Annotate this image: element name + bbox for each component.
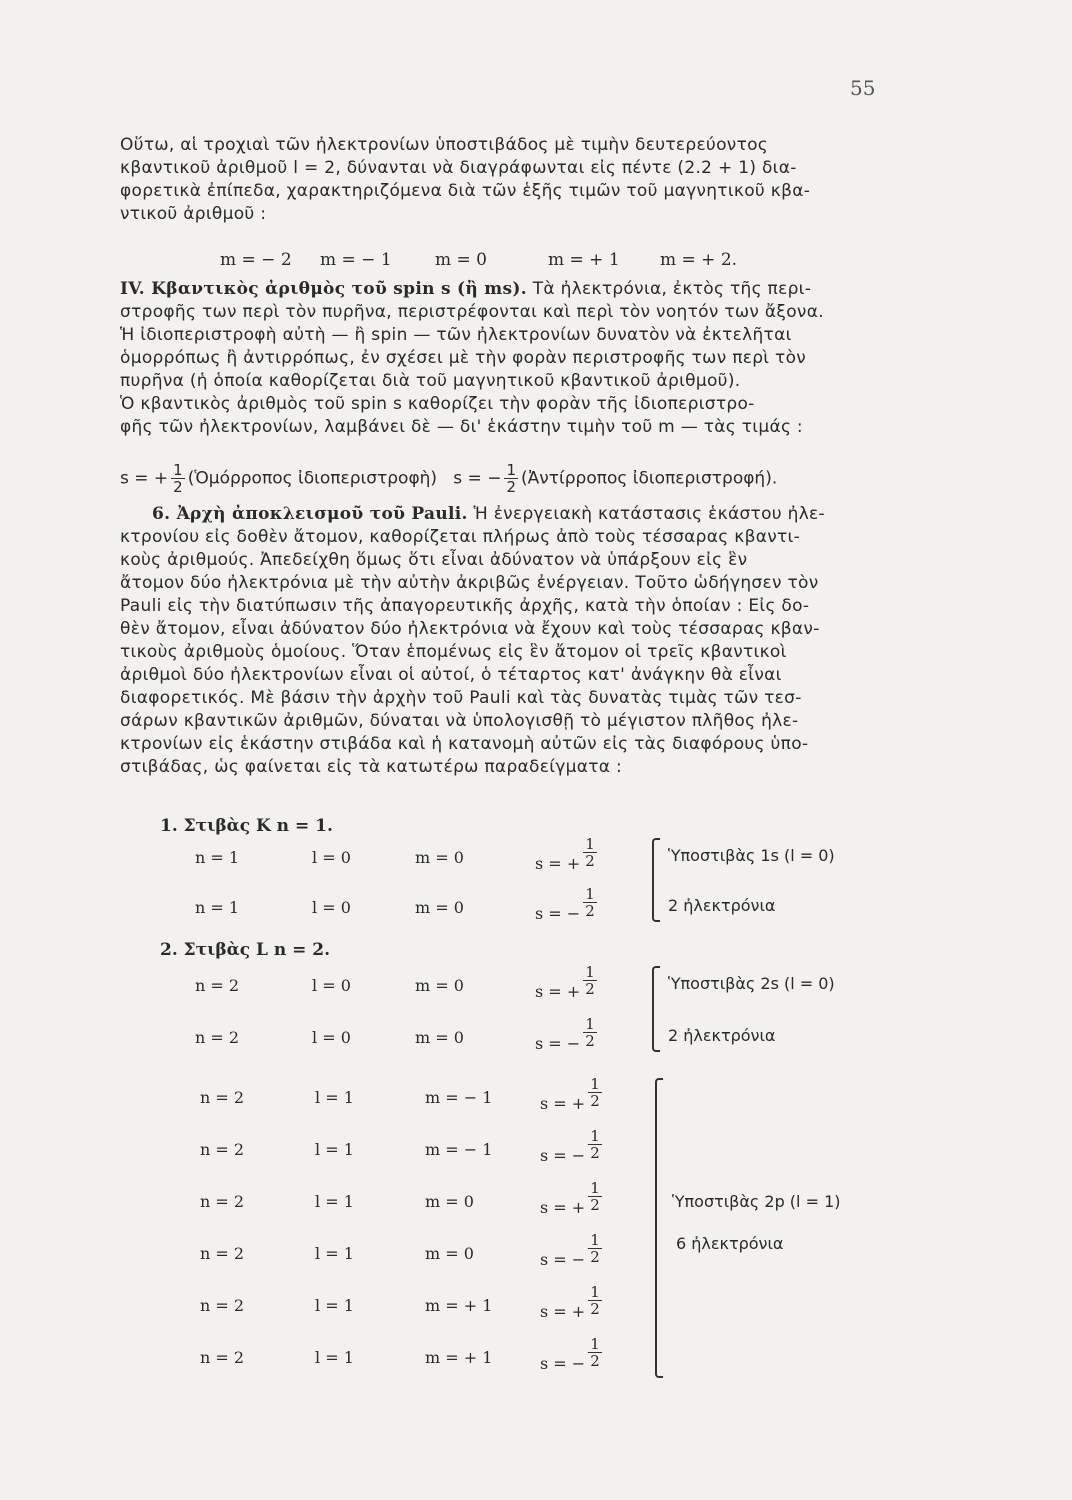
spin-values <box>120 462 777 495</box>
section-iv-line: πυρῆνα (ἡ ὁποία καθορίζεται διὰ τοῦ μαγνητικοῦ κβαντικοῦ ἀριθμοῦ). <box>120 371 741 391</box>
intro-line: Οὕτω, αἱ τροχιαὶ τῶν ἠλεκτρονίων ὑποστιβάδος μὲ τιμὴν δευτερεύοντος <box>120 135 769 155</box>
subshell-note: Ὑποστιβὰς 2p (l = 1) <box>672 1192 841 1211</box>
electron-count: 6 ἠλεκτρόνια <box>676 1234 784 1253</box>
section-iv-line: ὁμορρόπως ἢ ἀντιρρόπως, ἐν σχέσει μὲ τὴν φορὰν περιστροφῆς των περὶ τὸν <box>120 348 807 368</box>
m-value: m = − 1 <box>320 250 392 270</box>
intro-line: ντικοῦ ἀριθμοῦ : <box>120 204 267 224</box>
electron-count: 2 ἠλεκτρόνια <box>668 1026 776 1045</box>
electron-count: 2 ἠλεκτρόνια <box>668 896 776 915</box>
m-value: m = − 2 <box>220 250 292 270</box>
section-6-line: Ἡ ἐνεργειακὴ κατάστασις ἑκάστου ἠλε- <box>473 504 825 524</box>
intro-paragraph <box>120 134 890 226</box>
quantum-row: n = 2 l = 1 m = − 1 s = − $\frac{1}{2}$ <box>200 1127 600 1165</box>
section-6-line: σάρων κβαντικῶν ἀριθμῶν, δύναται νὰ ὑπολογισθῇ τὸ μέγιστον πλῆθος ἠλε- <box>120 711 799 731</box>
section-6-line: θὲν ἄτομον, εἶναι ἀδύνατον δύο ἠλεκτρόνια νὰ ἔχουν καὶ τοὺς τέσσαρας κβαν- <box>120 619 820 639</box>
brace <box>652 966 660 1052</box>
page-number: 55 <box>850 76 876 100</box>
section-6-line: κοὺς ἀριθμούς. Ἀπεδείχθη ὅμως ὅτι εἶναι ἀδύνατον νὰ ὑπάρξουν εἰς ἓν <box>120 550 748 570</box>
quantum-row: n = 2 l = 1 m = 0 s = − $\frac{1}{2}$ <box>200 1231 600 1269</box>
subshell-note: Ὑποστιβὰς 2s (l = 0) <box>668 974 835 993</box>
quantum-row: n = 2 l = 1 m = + 1 s = − $\frac{1}{2}$ <box>200 1335 600 1373</box>
section-6-line: Pauli εἰς τὴν διατύπωσιν τῆς ἀπαγορευτικῆς ἀρχῆς, κατὰ τὴν ὁποίαν : Εἰς δο- <box>120 596 810 616</box>
section-6 <box>120 503 890 779</box>
spin-minus-label: (Ἀντίρροπος ἰδιοπεριστροφή). <box>521 468 778 489</box>
quantum-row: n = 1 l = 0 m = 0 s = + $\frac{1}{2}$ <box>195 835 595 873</box>
quantum-row: n = 2 l = 0 m = 0 s = − $\frac{1}{2}$ <box>195 1015 595 1053</box>
half-fraction: $\frac{1}{2}$ <box>506 461 516 496</box>
shell-k-heading: 1. Στιβὰς K n = 1. <box>160 816 333 836</box>
section-6-line: διαφορετικός. Μὲ βάσιν τὴν ἀρχὴν τοῦ Pauli καὶ τὰς δυνατὰς τιμὰς τῶν τεσ- <box>120 688 802 708</box>
section-iv-line: Ὁ κβαντικὸς ἀριθμὸς τοῦ spin s καθορίζει τὴν φορὰν τῆς ἰδιοπεριστρο- <box>120 394 755 414</box>
section-6-line: τικοὺς ἀριθμοὺς ὁμοίους. Ὅταν ἑπομένως εἰς ἓν ἄτομον οἱ τρεῖς κβαντικοὶ <box>120 642 787 662</box>
quantum-row: n = 2 l = 1 m = + 1 s = + $\frac{1}{2}$ <box>200 1283 600 1321</box>
section-6-line: κτρονίων εἰς ἑκάστην στιβάδα καὶ ἡ κατανομὴ αὐτῶν εἰς τὰς διαφόρους ὑπο- <box>120 734 809 754</box>
section-iv-line: Τὰ ἠλεκτρόνια, ἐκτὸς τῆς περι- <box>532 279 812 299</box>
quantum-row: n = 2 l = 1 m = − 1 s = + $\frac{1}{2}$ <box>200 1075 600 1113</box>
shell-l-heading: 2. Στιβὰς L n = 2. <box>160 940 331 960</box>
section-iv-heading: IV. Κβαντικὸς ἀριθμὸς τοῦ spin s (ἢ ms). <box>120 279 527 299</box>
section-6-line: ἀριθμοὶ δύο ἠλεκτρονίων εἶναι οἱ αὐτοί, ὁ τέταρτος κατ' ἀνάγκην θὰ εἶναι <box>120 665 782 685</box>
section-iv <box>120 278 890 439</box>
section-iv-line: στροφῆς των περὶ τὸν πυρῆνα, περιστρέφονται καὶ περὶ τὸν νοητόν των ἄξονα. <box>120 302 824 322</box>
m-value: m = + 1 <box>548 250 620 270</box>
brace <box>655 1078 663 1378</box>
spin-minus: s = − <box>453 468 502 489</box>
m-value: m = + 2. <box>660 250 738 270</box>
intro-line: φορετικὰ ἐπίπεδα, χαρακτηριζόμενα διὰ τῶν ἑξῆς τιμῶν τοῦ μαγνητικοῦ κβα- <box>120 181 811 201</box>
brace <box>652 838 660 922</box>
section-6-line: στιβάδας, ὡς φαίνεται εἰς τὰ κατωτέρω παραδείγματα : <box>120 757 623 777</box>
section-iv-line: φῆς τῶν ἠλεκτρονίων, λαμβάνει δὲ — δι' ἑκάστην τιμὴν τοῦ m — τὰς τιμάς : <box>120 417 803 437</box>
spin-plus: s = + <box>120 468 169 489</box>
half-fraction: $\frac{1}{2}$ <box>173 461 183 496</box>
spin-plus-label: (Ὁμόρροπος ἰδιοπεριστροφὴ) <box>187 468 438 489</box>
section-6-line: ἄτομον δύο ἠλεκτρόνια μὲ τὴν αὐτὴν ἀκριβῶς ἐνέργειαν. Τοῦτο ὡδήγησεν τὸν <box>120 573 819 593</box>
quantum-row: n = 2 l = 0 m = 0 s = + $\frac{1}{2}$ <box>195 963 595 1001</box>
quantum-row: n = 1 l = 0 m = 0 s = − $\frac{1}{2}$ <box>195 885 595 923</box>
section-6-line: κτρονίου εἰς δοθὲν ἄτομον, καθορίζεται πλήρως ἀπὸ τοὺς τέσσαρας κβαντι- <box>120 527 801 547</box>
intro-line: κβαντικοῦ ἀριθμοῦ l = 2, δύνανται νὰ διαγράφωνται εἰς πέντε (2.2 + 1) δια- <box>120 158 797 178</box>
subshell-note: Ὑποστιβὰς 1s (l = 0) <box>668 846 835 865</box>
section-iv-line: Ἡ ἰδιοπεριστροφὴ αὐτὴ — ἢ spin — τῶν ἠλεκτρονίων δυνατὸν νὰ ἐκτελῆται <box>120 325 792 345</box>
quantum-row: n = 2 l = 1 m = 0 s = + $\frac{1}{2}$ <box>200 1179 600 1217</box>
m-value: m = 0 <box>435 250 487 270</box>
section-6-heading: 6. Ἀρχὴ ἀποκλεισμοῦ τοῦ Pauli. <box>152 504 468 524</box>
